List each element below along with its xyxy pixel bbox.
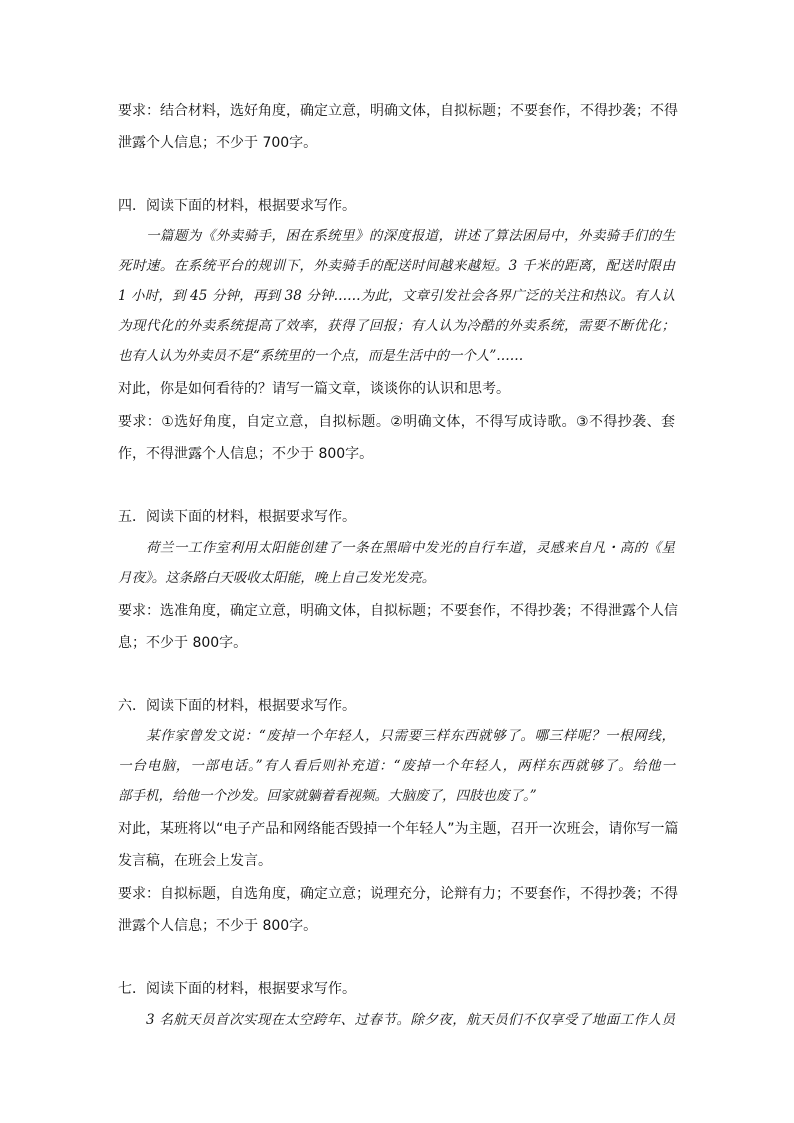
material-text: 一篇题为《外卖骑手，困在系统里》的深度报道，讲述了算法困局中，外卖骑手们的生	[146, 228, 675, 244]
material-text: 3 名航天员首次实现在太空跨年、过春节。除夕夜，航天员们不仅享受了地面工作人员	[146, 1012, 675, 1028]
material-text: 也有人认为外卖员不是“系统里的一个点，而是生活中的一个人”……	[118, 348, 524, 364]
question-6-heading: 六．阅读下面的材料，根据要求写作。	[118, 698, 356, 714]
question-5-heading: 五．阅读下面的材料，根据要求写作。	[118, 509, 356, 525]
requirement-text: 泄露个人信息；不少于 700字。	[118, 135, 318, 151]
material-text: 部手机，给他一个沙发。回家就躺着看视频。大脑废了，四肢也废了。”	[118, 788, 537, 804]
requirement-text: 息；不少于 800字。	[118, 635, 248, 651]
requirement-text: 要求：自拟标题，自选角度，确定立意；说理充分，论辩有力；不要套作，不得抄袭；不得	[118, 886, 678, 902]
question-4-heading: 四．阅读下面的材料，根据要求写作。	[118, 198, 356, 214]
prompt-text: 对此，你是如何看待的？请写一篇文章，谈谈你的认识和思考。	[118, 381, 510, 397]
requirement-text: 要求：选准角度，确定立意，明确文体，自拟标题；不要套作，不得抄袭；不得泄露个人信	[118, 603, 678, 619]
material-text: 荷兰一工作室利用太阳能创建了一条在黑暗中发光的自行车道，灵感来自凡・高的《星	[146, 540, 675, 556]
material-text: 一台电脑，一部电话。”有人看后则补充道：“废掉一个年轻人，两样东西就够了。给他一	[118, 758, 675, 774]
material-text: 死时速。在系统平台的规训下，外卖骑手的配送时间越来越短。3 千米的距离，配送时限由	[118, 258, 675, 274]
material-text: 月夜》。这条路白天吸收太阳能，晚上自己发光发亮。	[118, 570, 436, 586]
material-text: 为现代化的外卖系统提高了效率，获得了回报；有人认为冷酷的外卖系统，需要不断优化；	[118, 318, 675, 334]
prompt-text: 发言稿，在班会上发言。	[118, 853, 272, 869]
requirement-text: 要求：①选好角度，自定立意，自拟标题。②明确文体，不得写成诗歌。③不得抄袭、套	[118, 414, 675, 430]
requirement-text: 要求：结合材料，选好角度，确定立意，明确文体，自拟标题；不要套作，不得抄袭；不得	[118, 103, 678, 119]
question-7-heading: 七．阅读下面的材料，根据要求写作。	[118, 981, 356, 997]
requirement-text: 泄露个人信息；不少于 800字。	[118, 918, 318, 934]
material-text: 某作家曾发文说：“废掉一个年轻人，只需要三样东西就够了。哪三样呢？一根网线，	[146, 728, 675, 744]
material-text: 1 小时，到 45 分钟，再到 38 分钟……为此，文章引发社会各界广泛的关注和热议。有人认	[118, 288, 675, 304]
prompt-text: 对此，某班将以“电子产品和网络能否毁掉一个年轻人”为主题，召开一次班会，请你写一篇	[118, 821, 679, 837]
requirement-text: 作，不得泄露个人信息；不少于 800字。	[118, 446, 374, 462]
